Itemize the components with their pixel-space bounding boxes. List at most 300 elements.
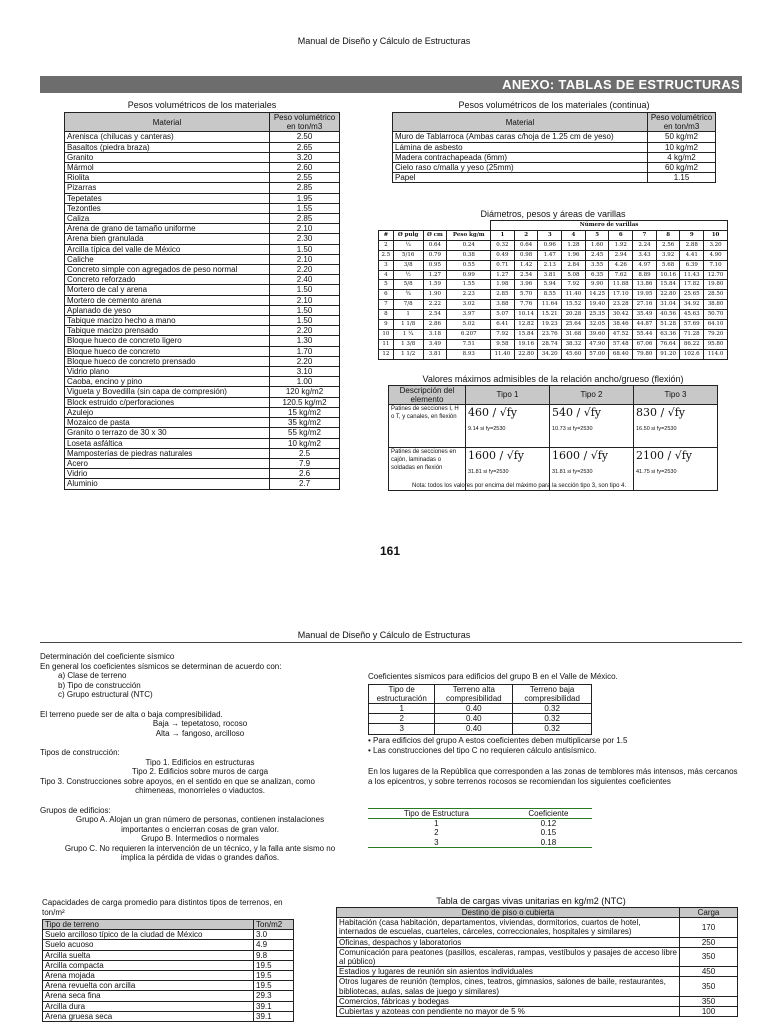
pesos2-cell: Papel <box>393 173 648 183</box>
cargas-row <box>337 937 738 947</box>
pesos-row <box>65 193 340 203</box>
seismic-text-line: Grupo C. No requieren la intervención de un técnico, y la falla ante sismo no <box>64 843 336 853</box>
valores-subvalue: 10.73 si fy=2530 <box>552 426 593 432</box>
varillas-cell: 22.80 <box>514 349 538 359</box>
pesos-cell: Arcilla típica del valle de México <box>65 244 270 254</box>
pesos-cell: 2.6 <box>270 469 340 479</box>
pesos-row <box>65 214 340 224</box>
coef-cell: 2 <box>369 714 435 724</box>
capacidades-col-ton: Ton/m2 <box>254 920 294 930</box>
varillas-header-cell: 6 <box>609 230 633 240</box>
coef2-cell: 3 <box>368 838 505 848</box>
pesos-row <box>65 163 340 173</box>
pesos-row <box>65 428 340 438</box>
valores-cell <box>634 405 718 448</box>
cargas-cell: Habitación (casa habitación, departamentos, viviendas, dormitorios, cuartos de hotel, internados de escuelas, cuarteles, cárceles, correccionales, hospitales y similares) <box>337 918 680 937</box>
pesos-cell: Pizarras <box>65 183 270 193</box>
pesos-row <box>65 295 340 305</box>
pesos-cell: 2.20 <box>270 356 340 366</box>
coef2-row <box>368 838 592 848</box>
pesos-cell: 1.50 <box>270 316 340 326</box>
pesos-cell: 2.10 <box>270 295 340 305</box>
capacidades-row <box>43 930 294 940</box>
varillas-cell: 0.38 <box>447 250 491 260</box>
varillas-cell: 19.40 <box>585 300 609 310</box>
coef-bullet <box>368 736 738 746</box>
pesos-cell: Caliza <box>65 214 270 224</box>
capacidades-col-tipo: Tipo de terreno <box>43 920 254 930</box>
capacidades-cell: 39.1 <box>254 1001 294 1011</box>
varillas-cell: 57.00 <box>585 349 609 359</box>
varillas-cell: 1.42 <box>514 260 538 270</box>
pesos-cell: Riolita <box>65 173 270 183</box>
coef-row <box>369 724 592 734</box>
seismic-text-line: Tipo 3. Construcciones sobre apoyos, en el sentido en que se analizan, como <box>40 776 315 786</box>
coef2-cell: 0.12 <box>540 819 557 829</box>
varillas-cell: 4.90 <box>704 250 728 260</box>
cargas-cell: 350 <box>680 977 738 996</box>
seismic-text-line <box>40 700 360 710</box>
pesos-row <box>65 479 340 489</box>
varillas-cell: 31.04 <box>656 300 680 310</box>
varillas-cell: 0.32 <box>491 240 515 250</box>
varillas-cell: 1 ¼ <box>393 329 423 339</box>
seismic-text-line: implica la pérdida de vidas o grandes daños. <box>120 853 280 863</box>
varillas-cell: 1.98 <box>491 280 515 290</box>
pesos-cell: Aluminio <box>65 479 270 489</box>
pesos-cell: Aplanado de yeso <box>65 305 270 315</box>
varillas-cell: 4.97 <box>633 260 657 270</box>
pesos-cell: 2.85 <box>270 183 340 193</box>
varillas-cell: 19.80 <box>704 280 728 290</box>
pesos2-title: Pesos volumétricos de los materiales (continua) <box>458 100 650 110</box>
coef2-cell: 0.18 <box>505 838 592 848</box>
seismic-text-line <box>40 738 360 748</box>
pesos-cell: 2.60 <box>270 163 340 173</box>
varillas-cell: 12.82 <box>514 320 538 330</box>
seismic-text-line: Grupos de edificios: <box>40 805 111 815</box>
varillas-header-cell: 2 <box>514 230 538 240</box>
varillas-cell: ¼ <box>393 240 423 250</box>
varillas-row <box>379 250 728 260</box>
coef-cell: 0.40 <box>435 704 513 714</box>
varillas-cell: 19.23 <box>538 320 562 330</box>
page2-header: Manual de Diseño y Cálculo de Estructuras <box>297 630 471 640</box>
varillas-cell: 7.92 <box>562 280 586 290</box>
varillas-cell: 5 <box>379 280 394 290</box>
varillas-cell: 38.32 <box>562 339 586 349</box>
pesos-cell: Tepetates <box>65 193 270 203</box>
pesos-cell: Vidrio <box>65 469 270 479</box>
cargas-cell: Estadios y lugares de reunión sin asientos individuales <box>337 967 680 977</box>
capacidades-cell: Arena mojada <box>43 971 254 981</box>
varillas-cell: 11.40 <box>562 290 586 300</box>
varillas-cell: 2.56 <box>656 240 680 250</box>
valores-note: Nota: todos los valores por encima del máximo para la sección tipo 3, son tipo 4. <box>412 483 627 489</box>
varillas-cell: 7.51 <box>447 339 491 349</box>
cargas-cell: Comunicación para peatones (pasillos, escaleras, rampas, vestíbulos y pasajes de acceso libre al público) <box>337 947 680 966</box>
varillas-cell: 39.60 <box>585 329 609 339</box>
varillas-cell: 28.50 <box>704 290 728 300</box>
varillas-cell: 19.16 <box>514 339 538 349</box>
pesos2-table <box>392 112 716 183</box>
varillas-cell: 4.26 <box>609 260 633 270</box>
pesos-cell: 15 kg/m2 <box>270 407 340 417</box>
pesos-row <box>65 316 340 326</box>
varillas-header-cell: 1 <box>491 230 515 240</box>
varillas-cell: 6.39 <box>680 260 704 270</box>
pesos-title: Pesos volumétricos de los materiales <box>127 100 277 110</box>
varillas-cell: 1 3/8 <box>393 339 423 349</box>
bullet-icon: • <box>368 745 374 755</box>
varillas-cell: 17.10 <box>609 290 633 300</box>
varillas-cell: 8.93 <box>447 349 491 359</box>
coef-cell: 0.40 <box>435 714 513 724</box>
varillas-cell: 76.64 <box>656 339 680 349</box>
varillas-cell: 3.18 <box>423 329 447 339</box>
varillas-cell: 55.44 <box>633 329 657 339</box>
varillas-cell: 2.13 <box>538 260 562 270</box>
capacidades-cell: Suelo arcilloso típico de la ciudad de México <box>43 930 254 940</box>
varillas-group-header: Número de varillas <box>491 221 728 231</box>
seismic-text-line: chimeneas, monorrieles o viaductos. <box>135 786 265 796</box>
varillas-cell: 17.82 <box>680 280 704 290</box>
varillas-cell: 25.65 <box>680 290 704 300</box>
capacidades-cell: Arena gruesa seca <box>43 1011 254 1021</box>
varillas-cell: 3.88 <box>491 300 515 310</box>
varillas-cell: 9.58 <box>491 339 515 349</box>
varillas-cell: 2.88 <box>680 240 704 250</box>
varillas-cell: 15.21 <box>538 310 562 320</box>
pesos-cell: 2.10 <box>270 254 340 264</box>
pesos-cell: Vigueta y Bovedilla (sin capa de compresión) <box>65 387 270 397</box>
pesos2-cell: 60 kg/m2 <box>648 163 716 173</box>
varillas-body <box>379 240 728 359</box>
pesos-cell: Mamposterías de piedras naturales <box>65 448 270 458</box>
varillas-cell: 8 <box>379 310 394 320</box>
capacidades-row <box>43 950 294 960</box>
coef-cell: 3 <box>369 724 435 734</box>
pesos2-cell: 4 kg/m2 <box>648 152 716 162</box>
pesos-cell: 10 kg/m2 <box>270 438 340 448</box>
varillas-cell: 2.45 <box>585 250 609 260</box>
valores-subvalue: 41.75 si fy=2530 <box>636 469 677 475</box>
cargas-cell: Oficinas, despachos y laboratorios <box>337 937 680 947</box>
coef-row <box>369 714 592 724</box>
pesos-row <box>65 305 340 315</box>
cargas-cell: 250 <box>680 937 738 947</box>
varillas-cell: 25.35 <box>585 310 609 320</box>
valores-body <box>389 405 718 491</box>
pesos-cell: Tabique macizo prensado <box>65 326 270 336</box>
varillas-cell: 27.16 <box>633 300 657 310</box>
coef-cell: 0.32 <box>513 714 592 724</box>
varillas-cell: 5/16 <box>393 250 423 260</box>
varillas-cell: 1.96 <box>562 250 586 260</box>
pesos-row <box>65 265 340 275</box>
varillas-cell: 2.54 <box>514 270 538 280</box>
seismic-text-line: Tipo 1. Edificios en estructuras <box>145 757 255 767</box>
pesos-cell: Loseta asfáltica <box>65 438 270 448</box>
varillas-cell: 6.41 <box>491 320 515 330</box>
capacidades-cell: Arena seca fina <box>43 991 254 1001</box>
coef-bullets <box>368 736 738 755</box>
coef-body <box>369 704 592 735</box>
varillas-cell: 9.90 <box>585 280 609 290</box>
varillas-header-cell: 9 <box>680 230 704 240</box>
varillas-cell: 5.02 <box>447 320 491 330</box>
pesos-cell: Concreto simple con agregados de peso normal <box>65 265 270 275</box>
capacidades-row <box>43 981 294 991</box>
capacidades-table <box>42 919 294 1022</box>
varillas-cell: ½ <box>393 270 423 280</box>
pesos-row <box>65 377 340 387</box>
pesos-cell: Bloque hueco de concreto <box>65 346 270 356</box>
varillas-cell: 7 <box>379 300 394 310</box>
varillas-header-row <box>379 230 728 240</box>
varillas-cell: 38.80 <box>704 300 728 310</box>
varillas-cell: 8.89 <box>633 270 657 280</box>
varillas-cell: 0.64 <box>423 240 447 250</box>
pesos-cell: 55 kg/m2 <box>270 428 340 438</box>
pesos-row <box>65 244 340 254</box>
coef-cell: 0.40 <box>435 724 513 734</box>
seismic-text-line: Tipo 2. Edificios sobre muros de carga <box>131 767 269 777</box>
pesos-cell: 7.9 <box>270 458 340 468</box>
varillas-cell: 50.70 <box>704 310 728 320</box>
pesos-row <box>65 356 340 366</box>
varillas-cell: 2.86 <box>423 320 447 330</box>
valores-col-tipo1: Tipo 1 <box>466 386 550 405</box>
seismic-text-line: En general los coeficientes sísmicos se determinan de acuerdo con: <box>40 661 282 671</box>
varillas-table <box>378 220 728 360</box>
varillas-cell: 3/8 <box>393 260 423 270</box>
coef-header-row <box>369 685 592 704</box>
varillas-cell: 0.98 <box>514 250 538 260</box>
pesos-row <box>65 448 340 458</box>
bullet-icon: • <box>368 736 374 745</box>
varillas-cell: 23.76 <box>538 329 562 339</box>
cargas-row <box>337 967 738 977</box>
capacidades-cell: 19.5 <box>254 960 294 970</box>
capacidades-cell: 19.5 <box>254 981 294 991</box>
capacidades-cell: 3.0 <box>254 930 294 940</box>
pesos2-cell: Madera contrachapeada (6mm) <box>393 152 648 162</box>
pesos-cell: Caliche <box>65 254 270 264</box>
cargas-row <box>337 996 738 1006</box>
varillas-cell: 3.49 <box>423 339 447 349</box>
varillas-cell: 1 <box>393 310 423 320</box>
pesos-row <box>65 326 340 336</box>
coef-bullet-text: Las construcciones del tipo C no requieren cálculo antisísmico. <box>373 745 597 755</box>
varillas-cell: 28.74 <box>538 339 562 349</box>
varillas-cell: 3.92 <box>656 250 680 260</box>
cargas-cell: 100 <box>680 1007 738 1017</box>
varillas-cell: 2.85 <box>491 290 515 300</box>
pesos-row <box>65 234 340 244</box>
varillas-cell: 86.22 <box>680 339 704 349</box>
varillas-cell: 7.62 <box>609 270 633 280</box>
seismic-text-block <box>40 652 360 863</box>
pesos-row <box>65 183 340 193</box>
valores-cell <box>550 405 634 448</box>
cargas-row <box>337 947 738 966</box>
pesos-cell: Caoba, encino y pino <box>65 377 270 387</box>
capacidades-row <box>43 1001 294 1011</box>
varillas-cell: 45.60 <box>562 349 586 359</box>
valores-formula: 540 / √fy <box>552 406 601 419</box>
pesos-cell: 2.65 <box>270 142 340 152</box>
cargas-cell: Comercios, fábricas y bodegas <box>337 996 680 1006</box>
seismic-text-line: b) Tipo de construcción <box>58 680 141 690</box>
pesos-cell: Arena bien granulada <box>65 234 270 244</box>
varillas-cell: 0.96 <box>538 240 562 250</box>
capacidades-title: Capacidades de carga promedio para distintos tipos de terrenos, en ton/m² <box>42 898 283 917</box>
coef-header-cell: Tipo de estructuración <box>369 685 435 704</box>
pesos-row <box>65 152 340 162</box>
varillas-cell: 0.79 <box>423 250 447 260</box>
pesos-row <box>65 438 340 448</box>
annex-banner: ANEXO: TABLAS DE ESTRUCTURAS <box>40 76 742 93</box>
coef2-cell: 0.15 <box>540 828 557 838</box>
varillas-cell: 30.42 <box>609 310 633 320</box>
varillas-cell: 0.55 <box>447 260 491 270</box>
pesos2-row <box>393 163 716 173</box>
pesos-row <box>65 285 340 295</box>
pesos-cell: 3.10 <box>270 367 340 377</box>
varillas-cell: 38.46 <box>609 320 633 330</box>
varillas-cell: 51.28 <box>656 320 680 330</box>
valores-title: Valores máximos admisibles de la relación ancho/grueso (flexión) <box>422 374 684 384</box>
pesos2-row <box>393 173 716 183</box>
valores-desc: Patines de secciones en cajón, laminadas o soldadas en flexión <box>389 448 466 491</box>
pesos-cell: Bloque hueco de concreto prensado <box>65 356 270 366</box>
capacidades-row <box>43 960 294 970</box>
cargas-body <box>337 918 738 1017</box>
varillas-cell: 0.24 <box>447 240 491 250</box>
varillas-cell: 10.14 <box>514 310 538 320</box>
varillas-cell: 11 <box>379 339 394 349</box>
cargas-col-destino: Destino de piso o cubierta <box>337 908 680 918</box>
varillas-row <box>379 290 728 300</box>
varillas-header-cell: 8 <box>656 230 680 240</box>
varillas-cell: 40.56 <box>656 310 680 320</box>
capacidades-row <box>43 971 294 981</box>
pesos-cell: 120.5 kg/m2 <box>270 397 340 407</box>
coef-cell: 1 <box>369 704 435 714</box>
pesos-cell: Granito o terrazo de 30 x 30 <box>65 428 270 438</box>
pesos-cell: Azulejo <box>65 407 270 417</box>
coef-header-cell: Terreno baja compresibilidad <box>513 685 592 704</box>
pesos-cell: 2.50 <box>270 132 340 142</box>
varillas-cell: 2.24 <box>633 240 657 250</box>
varillas-cell: 7.92 <box>491 329 515 339</box>
coef2-body <box>368 819 592 848</box>
valores-table <box>388 385 718 491</box>
varillas-cell: 0.71 <box>491 260 515 270</box>
varillas-cell: 91.20 <box>656 349 680 359</box>
seismic-text-line: El terreno puede ser de alta o baja compresibilidad. <box>40 709 223 719</box>
pesos2-row <box>393 152 716 162</box>
varillas-header-cell: 3 <box>538 230 562 240</box>
varillas-cell: 34.92 <box>680 300 704 310</box>
seismic-text-line: a) Clase de terreno <box>58 671 127 681</box>
pesos-row <box>65 224 340 234</box>
varillas-cell: 2.22 <box>423 300 447 310</box>
pesos-cell: 2.20 <box>270 326 340 336</box>
varillas-cell: 19.95 <box>633 290 657 300</box>
page2-header-rule <box>40 642 742 643</box>
varillas-title: Diámetros, pesos y áreas de varillas <box>480 209 626 219</box>
varillas-cell: 23.28 <box>609 300 633 310</box>
pesos2-cell: 10 kg/m2 <box>648 142 716 152</box>
varillas-cell: 35.49 <box>633 310 657 320</box>
varillas-cell: 0.95 <box>423 260 447 270</box>
pesos-row <box>65 142 340 152</box>
coef2-cell: 1 <box>434 819 439 829</box>
pesos-cell: Arenisca (chilucas y canteras) <box>65 132 270 142</box>
varillas-cell: 4.41 <box>680 250 704 260</box>
pesos-row <box>65 367 340 377</box>
coef2-col-coef: Coeficiente <box>505 809 592 819</box>
varillas-cell: 67.06 <box>633 339 657 349</box>
varillas-cell: 5.70 <box>514 290 538 300</box>
pesos-row <box>65 254 340 264</box>
seismic-text-line: Baja → tepetatoso, rocoso <box>152 719 248 729</box>
varillas-row <box>379 320 728 330</box>
varillas-row <box>379 240 728 250</box>
pesos2-cell: Cielo raso c/malla y yeso (25mm) <box>393 163 648 173</box>
pesos-cell: 1.50 <box>270 305 340 315</box>
varillas-cell: 2 <box>379 240 394 250</box>
coef-row <box>369 704 592 714</box>
varillas-cell: 0.64 <box>514 240 538 250</box>
pesos-row <box>65 336 340 346</box>
pesos2-row <box>393 142 716 152</box>
capacidades-cell: 4.9 <box>254 940 294 950</box>
pesos-cell: 2.5 <box>270 448 340 458</box>
coef2-col-tipo: Tipo de Estructura <box>368 809 505 819</box>
varillas-cell: 47.52 <box>609 329 633 339</box>
pesos2-col-peso: Peso volumétrico en ton/m3 <box>648 113 716 132</box>
varillas-cell: 1.92 <box>609 240 633 250</box>
pesos-cell: Tezontles <box>65 203 270 213</box>
coef-bullet-text: Para edificios del grupo A estos coeficientes deben multiplicarse por 1.5 <box>373 736 628 745</box>
varillas-cell: 6 <box>379 290 394 300</box>
varillas-cell: 1 1/2 <box>393 349 423 359</box>
capacidades-cell: 29.3 <box>254 991 294 1001</box>
varillas-cell: 68.40 <box>609 349 633 359</box>
cargas-row <box>337 977 738 996</box>
capacidades-body <box>43 930 294 1022</box>
valores-subvalue: 9.14 si fy=2530 <box>468 426 506 432</box>
coef-cell: 0.32 <box>513 704 592 714</box>
varillas-cell: 11.43 <box>680 270 704 280</box>
varillas-cell: 3.55 <box>585 260 609 270</box>
varillas-cell: 2.23 <box>447 290 491 300</box>
cargas-cell: 350 <box>680 947 738 966</box>
seismic-text-line: c) Grupo estructural (NTC) <box>58 690 153 700</box>
varillas-cell: 57.69 <box>680 320 704 330</box>
varillas-cell: 25.64 <box>562 320 586 330</box>
valores-subvalue: 31.81 si fy=2530 <box>552 469 593 475</box>
coef-header-cell: Terreno alta compresibilidad <box>435 685 513 704</box>
pesos-cell: Acero <box>65 458 270 468</box>
varillas-cell: 1 1/8 <box>393 320 423 330</box>
coef-title: Coeficientes sísmicos para edificios del grupo B en el Valle de México. <box>368 672 618 681</box>
pesos-col-material: Material <box>65 113 270 132</box>
varillas-header-cell: 4 <box>562 230 586 240</box>
